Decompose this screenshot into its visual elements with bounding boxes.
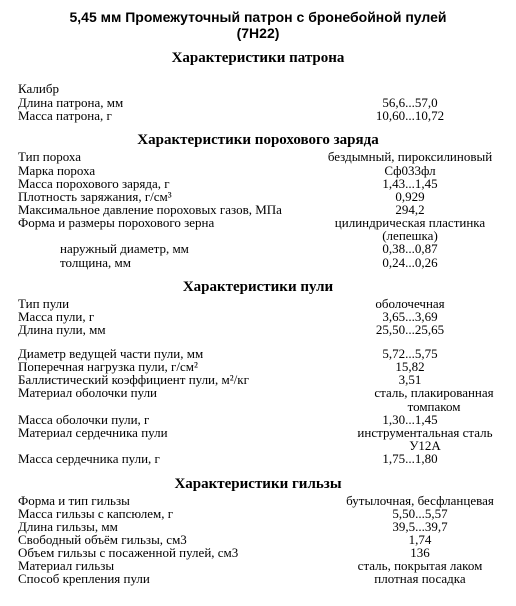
spec-row [0, 216, 516, 230]
spec-label: Масса оболочки пули, г [18, 412, 150, 427]
spec-row [0, 150, 516, 164]
spec-value: 0,38...0,87 [382, 241, 438, 256]
spec-value: 3,65...3,69 [382, 309, 438, 324]
spec-row [0, 323, 516, 337]
document-title-line-1: 5,45 мм Промежуточный патрон с бронебойной пулей [69, 9, 447, 25]
spec-value: бутылочная, бесфланцевая [346, 493, 494, 508]
spec-label: Длина пули, мм [18, 322, 106, 337]
spec-label: Плотность заряжания, г/см³ [18, 189, 172, 204]
spec-label: Объем гильзы с посаженной пулей, см3 [18, 545, 239, 560]
spec-label: Масса пули, г [18, 309, 95, 324]
spec-value: бездымный, пироксилиновый [327, 149, 493, 164]
section-heading-powder: Характеристики порохового заряда [137, 132, 379, 148]
spec-label: Максимальное давление пороховых газов, МПа [18, 202, 282, 217]
spec-row [0, 256, 516, 270]
spec-row [0, 452, 516, 466]
spec-label: Масса сердечника пули, г [18, 451, 160, 466]
spec-row [0, 109, 516, 123]
spec-value: оболочечная [375, 296, 445, 311]
spec-value: инструментальная сталь [357, 425, 493, 440]
spec-label: Материал сердечника пули [18, 425, 168, 440]
spec-row [0, 242, 516, 256]
spec-value: сталь, плакированная [374, 385, 494, 400]
spec-label: Длина патрона, мм [18, 95, 124, 110]
spec-value: Сф033фл [384, 163, 436, 178]
spec-label: Масса патрона, г [18, 108, 112, 123]
spec-value: 1,43...1,45 [382, 176, 438, 191]
spec-value: У12А [409, 438, 441, 453]
spec-row [0, 82, 516, 96]
spec-value: 56,6...57,0 [382, 95, 438, 110]
section-heading-cartridge: Характеристики патрона [171, 50, 345, 66]
spec-value: 294,2 [395, 202, 425, 217]
spec-value: томпаком [407, 399, 461, 414]
spec-value: 39,5...39,7 [392, 519, 448, 534]
spec-label: Материал оболочки пули [18, 385, 158, 400]
section-heading-bullet: Характеристики пули [182, 279, 334, 295]
section-heading-case: Характеристики гильзы [174, 476, 342, 492]
spec-label: Способ крепления пули [18, 571, 150, 586]
spec-label: толщина, мм [60, 255, 131, 270]
spec-value: 1,74 [408, 532, 432, 547]
spec-value: 1,30...1,45 [382, 412, 438, 427]
spec-label: Марка пороха [18, 163, 96, 178]
spec-value: цилиндрическая пластинка [334, 215, 486, 230]
spec-value: 5,72...5,75 [382, 346, 438, 361]
spec-row [0, 572, 516, 586]
spec-label: Баллистический коэффициент пули, м²/кг [18, 372, 249, 387]
spec-label: Длина гильзы, мм [18, 519, 118, 534]
spec-label: Тип пороха [18, 149, 82, 164]
spec-value: 1,75...1,80 [382, 451, 438, 466]
spec-value: плотная посадка [374, 571, 466, 586]
spec-label: Форма и тип гильзы [18, 493, 130, 508]
spec-label: Диаметр ведущей части пули, мм [18, 346, 204, 361]
spec-label: Тип пули [18, 296, 70, 311]
spec-label: Масса гильзы с капсюлем, г [18, 506, 174, 521]
spec-value: 136 [410, 545, 430, 560]
spec-value: (лепешка) [382, 228, 438, 243]
spec-label: Форма и размеры порохового зерна [18, 215, 215, 230]
spec-row [0, 386, 516, 400]
spec-label: Калибр [18, 81, 59, 96]
spec-value: 15,82 [395, 359, 425, 374]
document-title-line-2: (7Н22) [236, 25, 280, 41]
spec-label: Свободный объём гильзы, см3 [18, 532, 187, 547]
spec-label: Масса порохового заряда, г [18, 176, 170, 191]
spec-label: Поперечная нагрузка пули, г/см² [18, 359, 198, 374]
spec-value: 10,60...10,72 [375, 108, 445, 123]
spec-value: 25,50...25,65 [375, 322, 445, 337]
spec-value: 0,24...0,26 [382, 255, 438, 270]
spec-value: сталь, покрытая лаком [357, 558, 483, 573]
spec-value: 0,929 [395, 189, 425, 204]
spec-label: Материал гильзы [18, 558, 115, 573]
spec-value: 5,50...5,57 [392, 506, 448, 521]
spec-label: наружный диаметр, мм [60, 241, 189, 256]
spec-value: 3,51 [398, 372, 422, 387]
